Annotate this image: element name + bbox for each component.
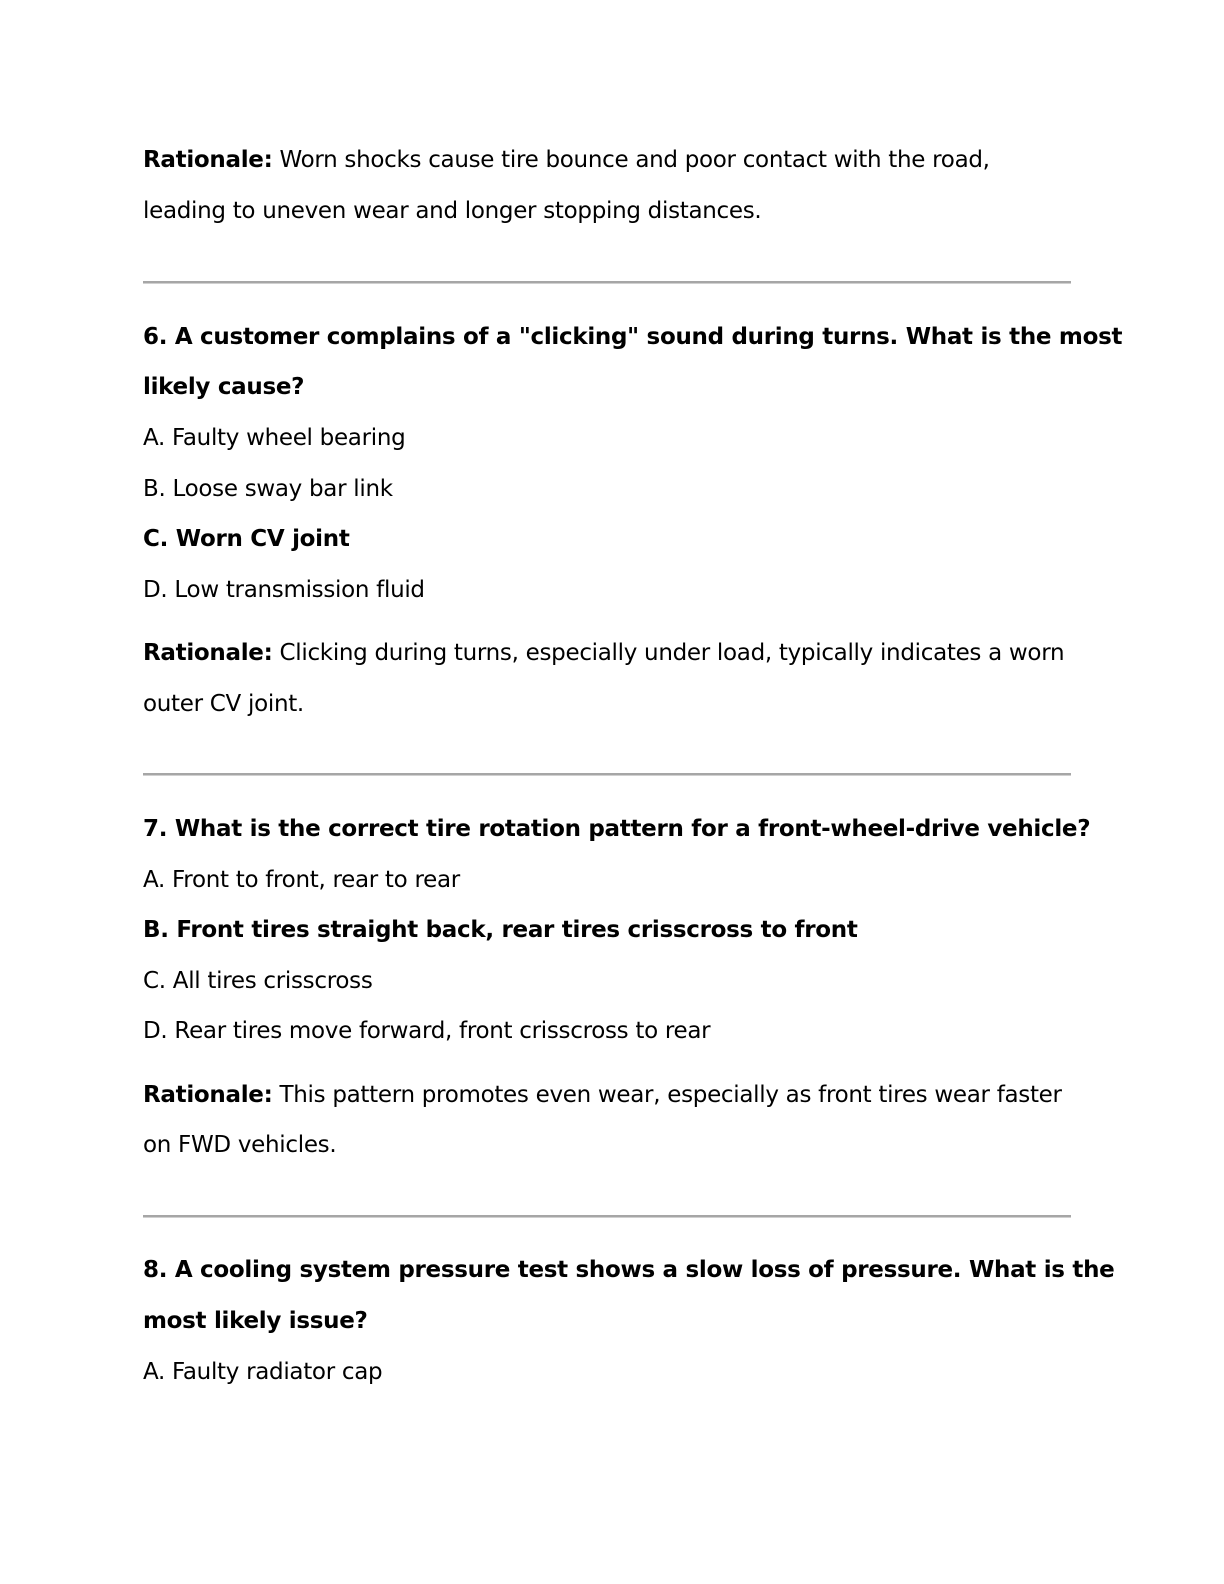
q6-question-line-1: 6. A customer complains of a "clicking" sound during turns. What is the most (143, 324, 1123, 350)
rationale-text: Clicking during turns, especially under load, typically indicates a worn (272, 640, 1065, 666)
q8-question-line-1: 8. A cooling system pressure test shows a slow loss of pressure. What is the (143, 1257, 1115, 1283)
q6-option-b: B. Loose sway bar link (143, 476, 393, 502)
rationale-label: Rationale: (143, 640, 273, 666)
q6-question-line-2: likely cause? (143, 374, 305, 400)
q7-option-c: C. All tires crisscross (143, 968, 373, 994)
prev-rationale-line-2: leading to uneven wear and longer stopping distances. (143, 198, 762, 224)
q7-option-d: D. Rear tires move forward, front crisscross to rear (143, 1018, 711, 1044)
rationale-label: Rationale: (143, 1082, 273, 1108)
q6-rationale-line-1 (143, 638, 1073, 668)
q8-option-a: A. Faulty radiator cap (143, 1359, 383, 1385)
divider (143, 1215, 1071, 1218)
rationale-text: This pattern promotes even wear, especially as front tires wear faster (272, 1082, 1062, 1108)
rationale-label: Rationale: (143, 147, 273, 173)
q7-question-line-1: 7. What is the correct tire rotation pattern for a front-wheel-drive vehicle? (143, 816, 1091, 842)
q6-rationale-line-2: outer CV joint. (143, 691, 304, 717)
q7-rationale-line-1 (143, 1080, 1073, 1110)
divider (143, 773, 1071, 776)
prev-rationale-line-1 (143, 145, 1073, 175)
q6-option-d: D. Low transmission fluid (143, 577, 425, 603)
q7-option-a: A. Front to front, rear to rear (143, 867, 460, 893)
q7-rationale-line-2: on FWD vehicles. (143, 1132, 337, 1158)
q8-question-line-2: most likely issue? (143, 1308, 368, 1334)
divider (143, 281, 1071, 284)
q6-option-a: A. Faulty wheel bearing (143, 425, 406, 451)
q6-option-c-correct: C. Worn CV joint (143, 526, 350, 552)
q7-option-b-correct: B. Front tires straight back, rear tires crisscross to front (143, 917, 858, 943)
rationale-text: Worn shocks cause tire bounce and poor contact with the road, (272, 147, 990, 173)
